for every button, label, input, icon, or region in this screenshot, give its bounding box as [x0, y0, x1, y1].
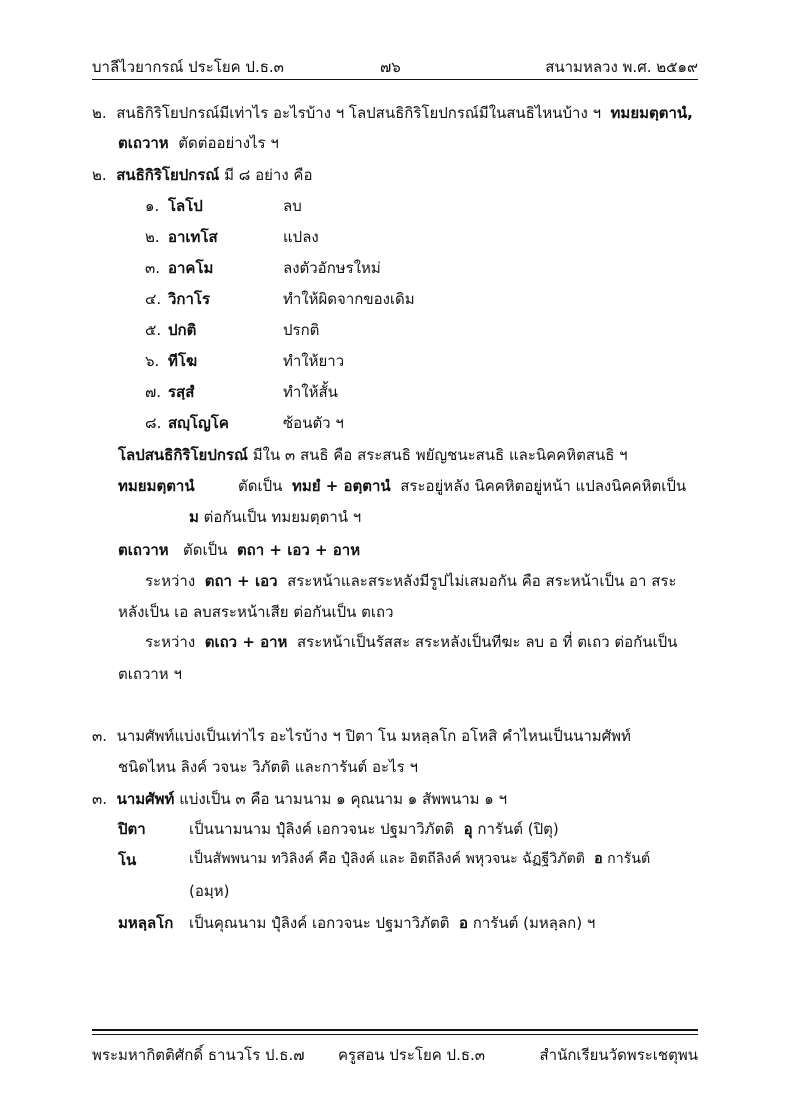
item-meaning: ลบ [283, 197, 302, 215]
answer-text: เป็นคุณนาม ปุํลิงค์ เอกวจนะ ปฐมาวิภัตติ [189, 914, 450, 932]
answer-term: ทมยมตฺตานํ [118, 477, 195, 495]
question-text: สนธิกิริโยปกรณ์มีเท่าไร อะไรบ้าง ฯ โลปสนธิกิริโยปกรณ์มีในสนธิไหนบ้าง ฯ [116, 104, 601, 122]
paragraph-2-line-1 [145, 630, 677, 654]
item-term: วิกาโร [168, 290, 211, 308]
answer-term: ตถา + เอว [204, 572, 278, 590]
answer-text: ตเถวาห ฯ [118, 665, 182, 683]
question-2-line-1 [92, 101, 693, 125]
item-number: ๒. [145, 228, 160, 246]
answer-text: ตัดเป็น [183, 541, 228, 559]
question-text: ตัดต่ออย่างไร ฯ [178, 134, 279, 152]
tamayam-line-2 [189, 505, 361, 529]
question-number: ๒. [92, 104, 107, 122]
item-term: รสฺสํ [168, 383, 195, 401]
pita-description [189, 817, 559, 841]
no-term: โน [118, 851, 137, 869]
answer-term: อุ [463, 820, 473, 838]
answer-2-lead [92, 163, 312, 187]
header-right: สนามหลวง พ.ศ. ๒๕๑๙ [545, 58, 698, 76]
answer-text: เป็นนามนาม ปุํลิงค์ เอกวจนะ ปฐมาวิภัตติ [189, 820, 455, 838]
question-term: ตเถวาห [118, 134, 169, 152]
answer-text: การันต์ [607, 851, 651, 867]
item-number: ๑. [145, 197, 160, 215]
answer-term: อ [458, 914, 468, 932]
item-meaning: ลงตัวอักษรใหม่ [283, 259, 381, 277]
answer-term: ม [189, 508, 199, 526]
item-term: ปกติ [168, 321, 197, 339]
item-number: ๓. [145, 259, 161, 277]
answer-term: ทมยํ + อตฺตานํ [291, 477, 391, 495]
answer-text: หลังเป็น เอ ลบสระหน้าเสีย ต่อกันเป็น ตเถว [118, 603, 394, 621]
answer-term: อ [594, 851, 603, 867]
item-number: ๖. [145, 352, 160, 370]
page-footer [92, 1043, 698, 1065]
question-2-line-2 [118, 131, 279, 155]
footer-left: พระมหากิตติศักดิ์ ธานวโร ป.ธ.๗ [92, 1046, 305, 1064]
item-meaning: ทำให้ยาว [283, 352, 345, 370]
item-meaning: แปลง [283, 228, 319, 246]
paragraph-2-line-2 [118, 662, 182, 686]
header-rule [92, 79, 698, 80]
item-term: อาคโม [168, 259, 214, 277]
item-term: โลโป [168, 197, 203, 215]
footer-rule-thick [92, 1029, 698, 1031]
answer-text: ระหว่าง [145, 572, 196, 590]
answer-text: แบ่งเป็น ๓ คือ นามนาม ๑ คุณนาม ๑ สัพพนาม ๑ ฯ [179, 790, 507, 808]
paragraph-1-line-2 [118, 600, 394, 624]
item-meaning: ปรกติ [283, 321, 320, 339]
footer-right: สำนักเรียนวัดพระเชตุพน [539, 1046, 698, 1064]
question-text: นามศัพท์แบ่งเป็นเท่าไร อะไรบ้าง ฯ ปิตา โน มหลฺลโก อโหสิ คำไหนเป็นนามศัพท์ [116, 727, 631, 745]
no-description-2 [189, 879, 230, 903]
answer-term: โลปสนธิกิริโยปกรณ์ [118, 446, 248, 464]
item-meaning: ทำให้ผิดจากของเดิม [283, 290, 415, 308]
lopa-sandhi-line [118, 443, 628, 467]
answer-text: มี ๘ อย่าง คือ [224, 166, 313, 184]
page-header [92, 55, 698, 77]
answer-text: (อมฺห) [189, 882, 230, 900]
answer-text: ตัดเป็น [238, 477, 283, 495]
answer-text: สระหน้าและสระหลังมีรูปไม่เสมอกัน คือ สระหน้าเป็น อา สระ [287, 572, 677, 590]
item-term: อาเทโส [168, 228, 218, 246]
item-number: ๕. [145, 321, 162, 339]
answer-term: สนธิกิริโยปกรณ์ [116, 166, 220, 184]
no-description [189, 848, 650, 870]
mahallako-description [189, 911, 595, 935]
answer-number: ๒. [92, 166, 107, 184]
tamayam-line-1-text [238, 474, 686, 498]
item-number: ๘. [145, 414, 162, 432]
tathevaha-line [118, 538, 360, 562]
answer-text: สระอยู่หลัง นิคคหิตอยู่หน้า แปลงนิคคหิตเป็น [400, 477, 687, 495]
answer-text: ต่อกันเป็น ทมยมตฺตานํ ฯ [203, 508, 362, 526]
item-term: ทีโฆ [168, 352, 198, 370]
answer-term: ตถา + เอว + อาห [236, 541, 361, 559]
answer-text: การันต์ (ปิตุ) [477, 820, 559, 838]
answer-text: ระหว่าง [145, 633, 196, 651]
answer-text: สระหน้าเป็นรัสสะ สระหลังเป็นทีฆะ ลบ อ ที่ ตเถว ต่อกันเป็น [296, 633, 678, 651]
tamayam-line-1 [118, 474, 195, 498]
item-meaning: ทำให้สั้น [283, 383, 338, 401]
page-number: ๗๖ [380, 58, 401, 76]
footer-center: ครูสอน ประโยค ป.ธ.๓ [338, 1046, 486, 1064]
answer-text: การันต์ (มหลฺลก) ฯ [472, 914, 596, 932]
answer-text: เป็นสัพพนาม ทวิลิงค์ คือ ปุํลิงค์ และ อิตถีลิงค์ พหุวจนะ ฉัฏฐีวิภัตติ [189, 851, 586, 867]
header-left: บาลีไวยากรณ์ ประโยค ป.ธ.๓ [92, 58, 284, 76]
question-3-line-2 [118, 755, 418, 779]
answer-term: นามศัพท์ [116, 790, 175, 808]
pita-term: ปิตา [118, 820, 146, 838]
item-meaning: ซ้อนตัว ฯ [283, 414, 344, 432]
footer-rule-thin [92, 1034, 698, 1035]
item-term: สญฺโญโค [168, 414, 229, 432]
answer-number: ๓. [92, 790, 108, 808]
item-number: ๗. [145, 383, 162, 401]
mahallako-term: มหลฺลโก [118, 914, 174, 932]
question-term: ทมยมตฺตานํ, [610, 104, 693, 122]
question-text: ชนิดไหน ลิงค์ วจนะ วิภัตติ และการันต์ อะไร ฯ [118, 758, 418, 776]
answer-3-lead [92, 787, 507, 811]
item-number: ๔. [145, 290, 162, 308]
answer-term: ตเถวาห [118, 541, 169, 559]
question-3-line-1 [92, 724, 631, 748]
paragraph-1-line-1 [145, 569, 676, 593]
answer-term: ตเถว + อาห [204, 633, 288, 651]
answer-text: มีใน ๓ สนธิ คือ สระสนธิ พยัญชนะสนธิ และนิคคหิตสนธิ ฯ [252, 446, 628, 464]
question-number: ๓. [92, 727, 108, 745]
